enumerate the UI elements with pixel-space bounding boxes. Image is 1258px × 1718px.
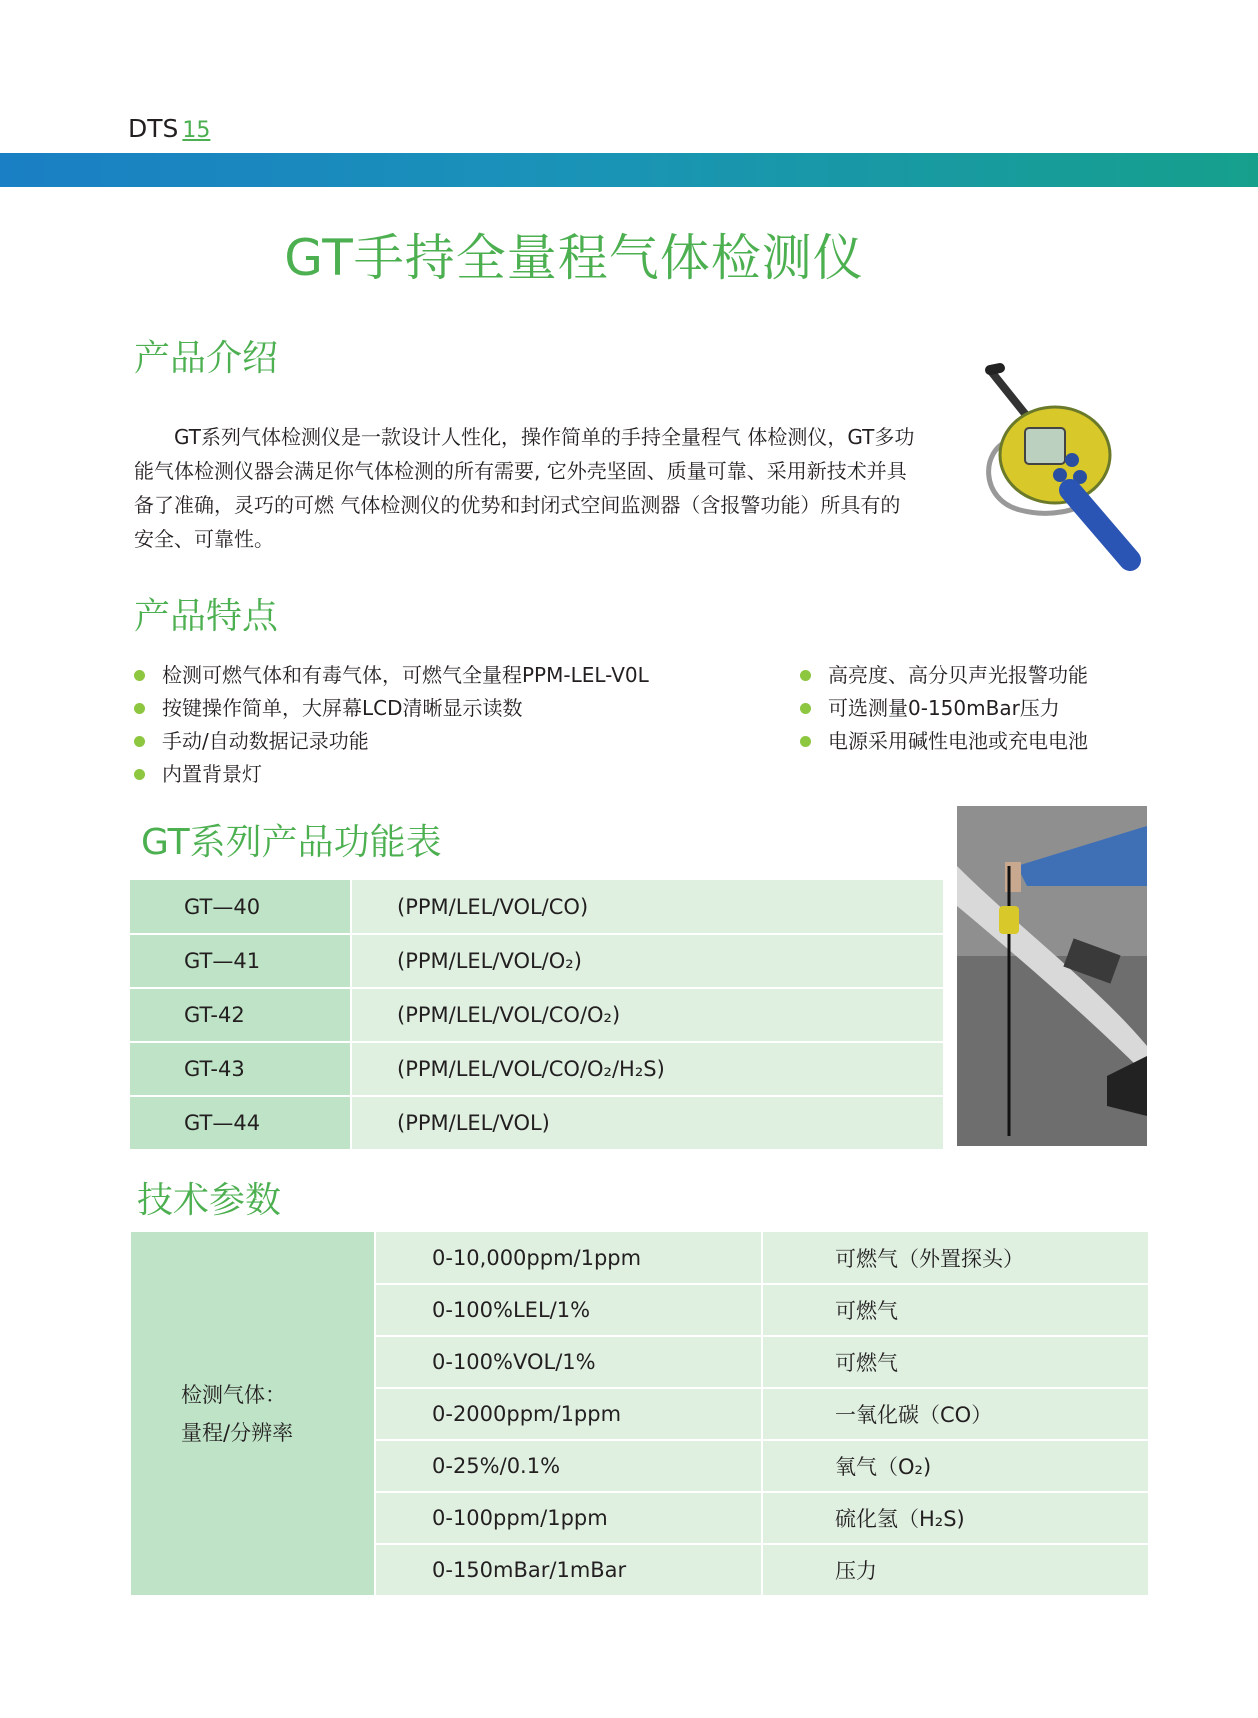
intro-paragraph: GT系列气体检测仪是一款设计人性化，操作简单的手持全量程气 体检测仪，GT多功能气体检测仪器会满足你气体检测的所有需要, 它外壳坚固、质量可靠、采用新技术并具备了准确，灵巧的可燃 气体检测仪的优势和封闭式空间监测器（含报警功能）所具有的 安全、可靠性。 [134, 425, 915, 551]
gas-cell: 硫化氢（H₂S) [762, 1492, 1148, 1544]
bullet-dot [800, 703, 811, 714]
tech-heading: 技术参数 [137, 1180, 282, 1221]
tech-spec-table [131, 1232, 1148, 1597]
model-cell: GT—44 [130, 1096, 351, 1150]
feature-item: 按键操作简单，大屏幕LCD清晰显示读数 [134, 692, 774, 725]
function-cell: (PPM/LEL/VOL/CO/O₂/H₂S) [351, 1042, 943, 1096]
feature-item: 手动/自动数据记录功能 [134, 725, 774, 758]
bullet-dot [134, 736, 145, 747]
function-cell: (PPM/LEL/VOL) [351, 1096, 943, 1150]
features-list-left [134, 659, 774, 791]
model-cell: GT—41 [130, 934, 351, 988]
features-heading: 产品特点 [134, 596, 279, 637]
range-cell: 0-25%/0.1% [375, 1440, 762, 1492]
table-row [130, 880, 943, 934]
bullet-dot [800, 736, 811, 747]
header-color-band [0, 153, 1258, 187]
table-row [131, 1232, 1148, 1284]
gas-cell: 可燃气 [762, 1336, 1148, 1388]
function-cell: (PPM/LEL/VOL/O₂) [351, 934, 943, 988]
field-usage-photo [957, 806, 1147, 1146]
table-row [130, 1042, 943, 1096]
features-list-right [800, 659, 1160, 758]
range-cell: 0-150mBar/1mBar [375, 1544, 762, 1596]
tech-label-cell: 检测气体： 量程/分辨率 [131, 1232, 375, 1596]
feature-item: 电源采用碱性电池或充电电池 [800, 725, 1160, 758]
range-cell: 0-100%LEL/1% [375, 1284, 762, 1336]
bullet-dot [134, 703, 145, 714]
model-cell: GT-43 [130, 1042, 351, 1096]
gas-detector-image [970, 360, 1150, 580]
gas-cell: 压力 [762, 1544, 1148, 1596]
brand-label: DTS [128, 114, 179, 143]
function-table [130, 880, 943, 1151]
function-cell: (PPM/LEL/VOL/CO) [351, 880, 943, 934]
feature-item: 高亮度、高分贝声光报警功能 [800, 659, 1160, 692]
range-cell: 0-2000ppm/1ppm [375, 1388, 762, 1440]
gas-cell: 可燃气 [762, 1284, 1148, 1336]
page-header [128, 114, 210, 143]
function-cell: (PPM/LEL/VOL/CO/O₂) [351, 988, 943, 1042]
gas-cell: 氧气（O₂) [762, 1440, 1148, 1492]
range-cell: 0-100%VOL/1% [375, 1336, 762, 1388]
table-row [130, 934, 943, 988]
function-table-heading: GT系列产品功能表 [141, 822, 442, 863]
model-cell: GT-42 [130, 988, 351, 1042]
intro-heading: 产品介绍 [134, 338, 279, 379]
model-cell: GT—40 [130, 880, 351, 934]
table-row [130, 1096, 943, 1150]
range-cell: 0-100ppm/1ppm [375, 1492, 762, 1544]
bullet-dot [134, 769, 145, 780]
gas-cell: 可燃气（外置探头） [762, 1232, 1148, 1284]
bullet-dot [134, 670, 145, 681]
feature-item: 内置背景灯 [134, 758, 774, 791]
feature-item: 可选测量0-150mBar压力 [800, 692, 1160, 725]
page-title: GT手持全量程气体检测仪 [284, 229, 864, 287]
gas-cell: 一氧化碳（CO） [762, 1388, 1148, 1440]
range-cell: 0-10,000ppm/1ppm [375, 1232, 762, 1284]
table-row [130, 988, 943, 1042]
page-number: 15 [182, 118, 211, 143]
feature-item: 检测可燃气体和有毒气体，可燃气全量程PPM-LEL-V0L [134, 659, 774, 692]
bullet-dot [800, 670, 811, 681]
